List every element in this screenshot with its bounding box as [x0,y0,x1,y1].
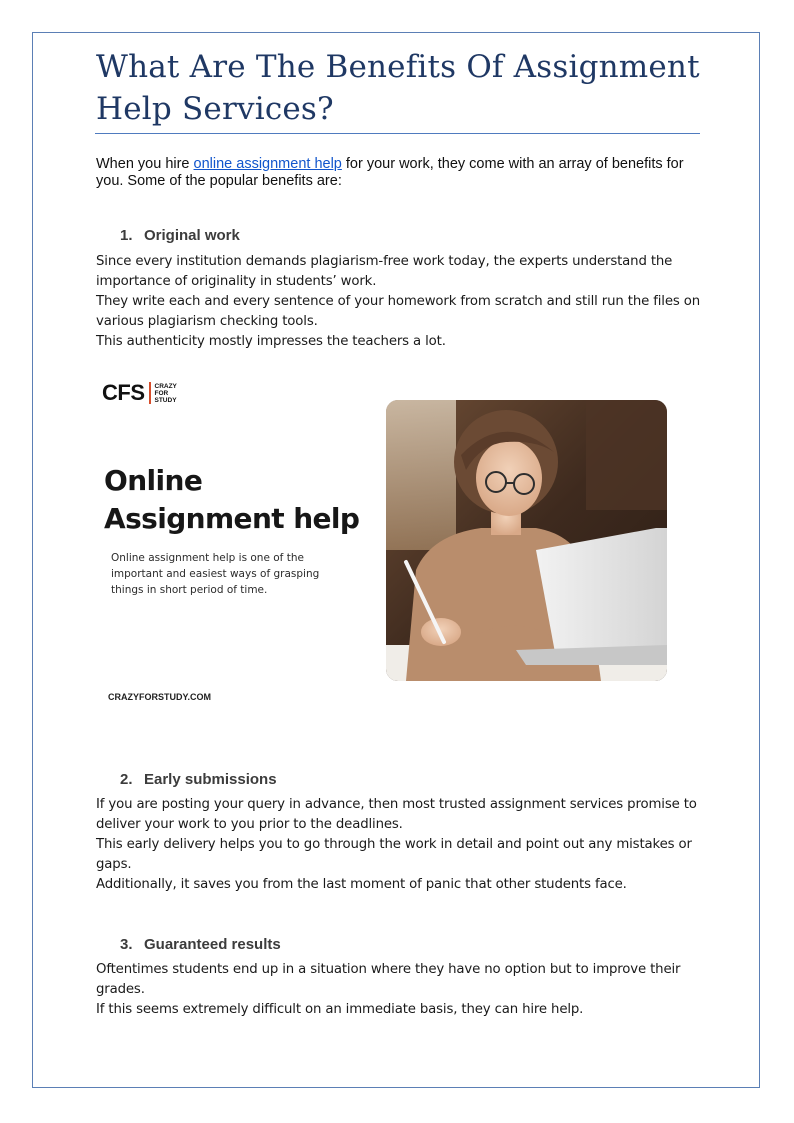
logo-subtext [155,383,177,404]
section-number: 1. [120,227,133,244]
paragraph-line: Since every institution demands plagiarism-free work today, the experts understand the importance of originality in students’ work. [96,254,673,289]
intro-text-before: When you hire [96,156,194,172]
paragraph-line: This early delivery helps you to go through the work in detail and point out any mistakes or gaps. [96,837,692,872]
section-paragraph-early-submissions [96,795,706,895]
banner-heading-line: Assignment help [104,502,360,535]
section-number: 3. [120,936,133,953]
paragraph-line: They write each and every sentence of your homework from scratch and still run the files on various plagiarism checking tools. [96,294,700,329]
banner-description: Online assignment help is one of the important and easiest ways of grasping things in short period of time. [111,552,320,596]
online-assignment-help-link[interactable]: online assignment help [193,156,342,172]
section-number: 2. [120,771,133,788]
student-laptop-photo [386,400,667,681]
banner-site-url: CRAZYFORSTUDY.COM [108,692,211,702]
logo-mark: CFS [102,380,145,405]
section-heading-text: Early submissions [144,771,277,788]
paragraph-line: Additionally, it saves you from the last moment of panic that other students face. [96,877,627,892]
paragraph-line: If you are posting your query in advance, then most trusted assignment services promise to deliver your work to you prior to the deadlines. [96,797,697,832]
banner-heading-line: Online [104,464,203,497]
section-heading-early-submissions [120,771,277,788]
logo-sub-line: STUDY [154,396,177,404]
section-heading-guaranteed-results [120,936,281,953]
section-heading-text: Guaranteed results [144,936,281,953]
intro-paragraph [96,156,706,190]
title-underline [95,133,700,134]
paragraph-line: Oftentimes students end up in a situation where they have no option but to improve their grades. [96,962,681,997]
paragraph-line: If this seems extremely difficult on an immediate basis, they can hire help. [96,1002,584,1017]
section-paragraph-original-work [96,252,706,352]
section-paragraph-guaranteed-results [96,960,706,1020]
promo-banner [96,366,696,716]
page-title: What Are The Benefits Of Assignment Help Services? [96,49,700,127]
section-heading-text: Original work [144,227,240,244]
cfs-logo [102,380,177,406]
logo-sub-line: CRAZY [154,382,177,390]
section-heading-original-work [120,227,240,244]
paragraph-line: This authenticity mostly impresses the teachers a lot. [96,334,446,349]
logo-divider [149,382,151,404]
logo-sub-line: FOR [154,389,169,397]
banner-heading [104,462,394,538]
intro-text-after: for your work, they come with an array of benefits for you. Some of the popular benefits are: [96,156,684,189]
